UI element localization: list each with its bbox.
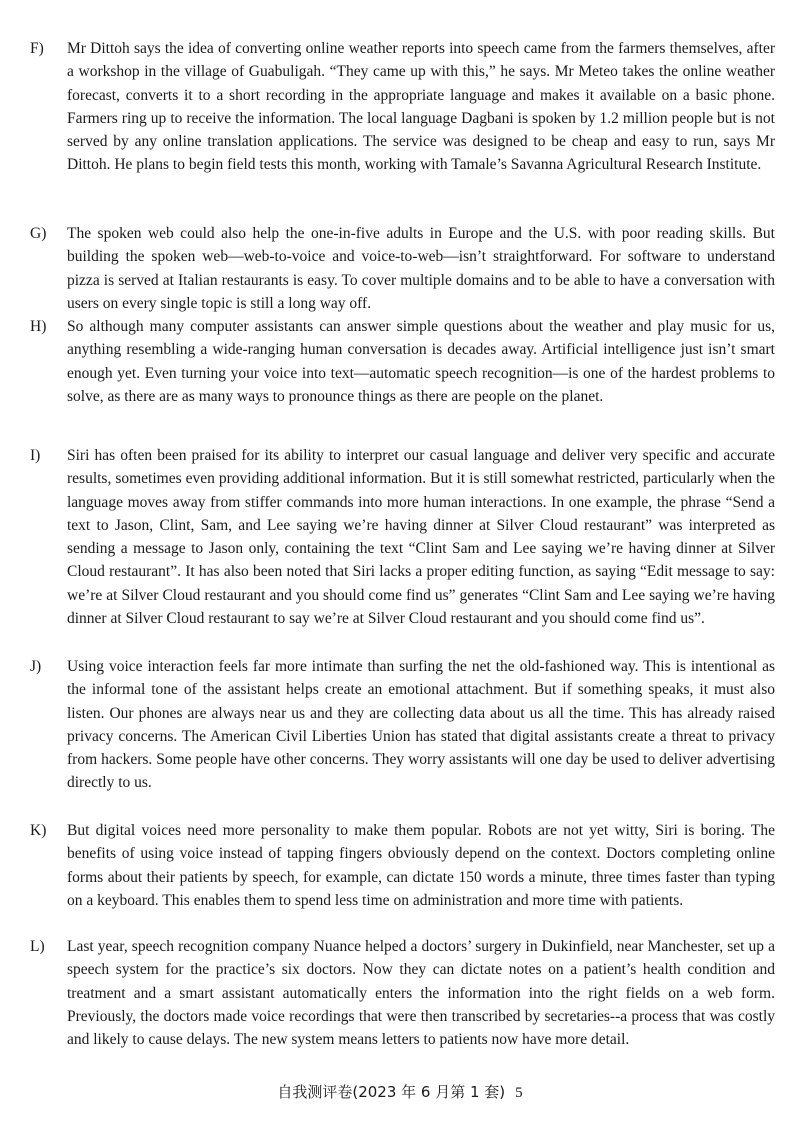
page-footer <box>0 1082 800 1103</box>
paragraph-label: L) <box>30 938 45 955</box>
paragraph-k <box>30 819 775 912</box>
paragraph-text: The spoken web could also help the one-in-five adults in Europe and the U.S. with poor reading skills. But building the spoken web—web-to-voice and voice-to-web—isn’t straightforward. For software to understand pizza is served at Italian restaurants is easy. To cover multiple domains and to be able to have a conversation with users on every single topic is still a long way off. <box>67 225 775 312</box>
paragraph-text: Siri has often been praised for its ability to interpret our casual language and deliver very specific and accurate results, sometimes even providing additional information. But it is still somewhat restricted, particularly when the language moves away from stiffer commands into more human interactions. In one example, the phrase “Send a text to Jason, Clint, Sam, and Lee saying we’re having dinner at Silver Cloud restaurant” was interpreted as sending a message to Jason only, containing the text “Clint Sam and Lee saying we’re having dinner at Silver Cloud restaurant”. It has also been noted that Siri lacks a proper editing function, as saying “Edit message to say: we’re at Silver Cloud restaurant and you should come find us” generates “Clint Sam and Lee saying we’re having dinner at Silver Cloud restaurant to say we’re at Silver Cloud restaurant and you should come find us”. <box>67 447 775 628</box>
paragraph-label: K) <box>30 822 47 839</box>
paragraph-h <box>30 315 775 408</box>
paragraph-f <box>30 37 775 177</box>
paragraph-label: H) <box>30 318 47 335</box>
paragraph-i <box>30 444 775 630</box>
page-number: 5 <box>515 1085 523 1101</box>
paragraph-label: I) <box>30 447 41 464</box>
paragraph-j <box>30 655 775 795</box>
paragraph-l <box>30 935 775 1051</box>
paragraph-text: Using voice interaction feels far more intimate than surfing the net the old-fashioned way. This is intentional as the informal tone of the assistant helps create an emotional attachment. But if something speaks, it must also listen. Our phones are always near us and they are collecting data about us all the time. This has already raised privacy concerns. The American Civil Liberties Union has stated that digital assistants create a threat to privacy from hackers. Some people have other concerns. They worry assistants will one day be used to deliver advertising directly to us. <box>67 658 775 792</box>
paragraph-g <box>30 222 775 315</box>
paragraph-text: Last year, speech recognition company Nuance helped a doctors’ surgery in Dukinfield, near Manchester, set up a speech system for the practice’s six doctors. Now they can dictate notes on a patient’s health condition and treatment and a smart assistant automatically enters the information into the right fields on a web form. Previously, the doctors made voice recordings that were then transcribed by secretaries--a process that was costly and likely to cause delays. The new system means letters to patients now have more detail. <box>67 938 775 1049</box>
paragraph-label: G) <box>30 225 47 242</box>
paragraph-text: So although many computer assistants can answer simple questions about the weather and play music for us, anything resembling a wide-ranging human conversation is decades away. Artificial intelligence just isn’t smart enough yet. Even turning your voice into text—automatic speech recognition—is one of the hardest problems to solve, as there are as many ways to pronounce things as there are people on the planet. <box>67 318 775 405</box>
footer-title: 自我测评卷(2023 年 6 月第 1 套) <box>277 1083 506 1101</box>
paragraph-text: But digital voices need more personality to make them popular. Robots are not yet witty, Siri is boring. The benefits of using voice instead of tapping fingers obviously depend on the context. Doctors completing online forms about their patients by speech, for example, can dictate 150 words a minute, three times faster than typing on a keyboard. This enables them to spend less time on administration and more time with patients. <box>67 822 775 909</box>
paragraph-label: F) <box>30 40 44 57</box>
paragraph-text: Mr Dittoh says the idea of converting online weather reports into speech came from the farmers themselves, after a workshop in the village of Guabuligah. “They came up with this,” he says. Mr Meteo takes the online weather forecast, converts it to a short recording in the appropriate language and makes it available on a basic phone. Farmers ring up to receive the information. The local language Dagbani is spoken by 1.2 million people but is not served by any online translation applications. The service was designed to be cheap and easy to run, says Mr Dittoh. He plans to begin field tests this month, working with Tamale’s Savanna Agricultural Research Institute. <box>67 40 775 174</box>
paragraph-label: J) <box>30 658 42 675</box>
